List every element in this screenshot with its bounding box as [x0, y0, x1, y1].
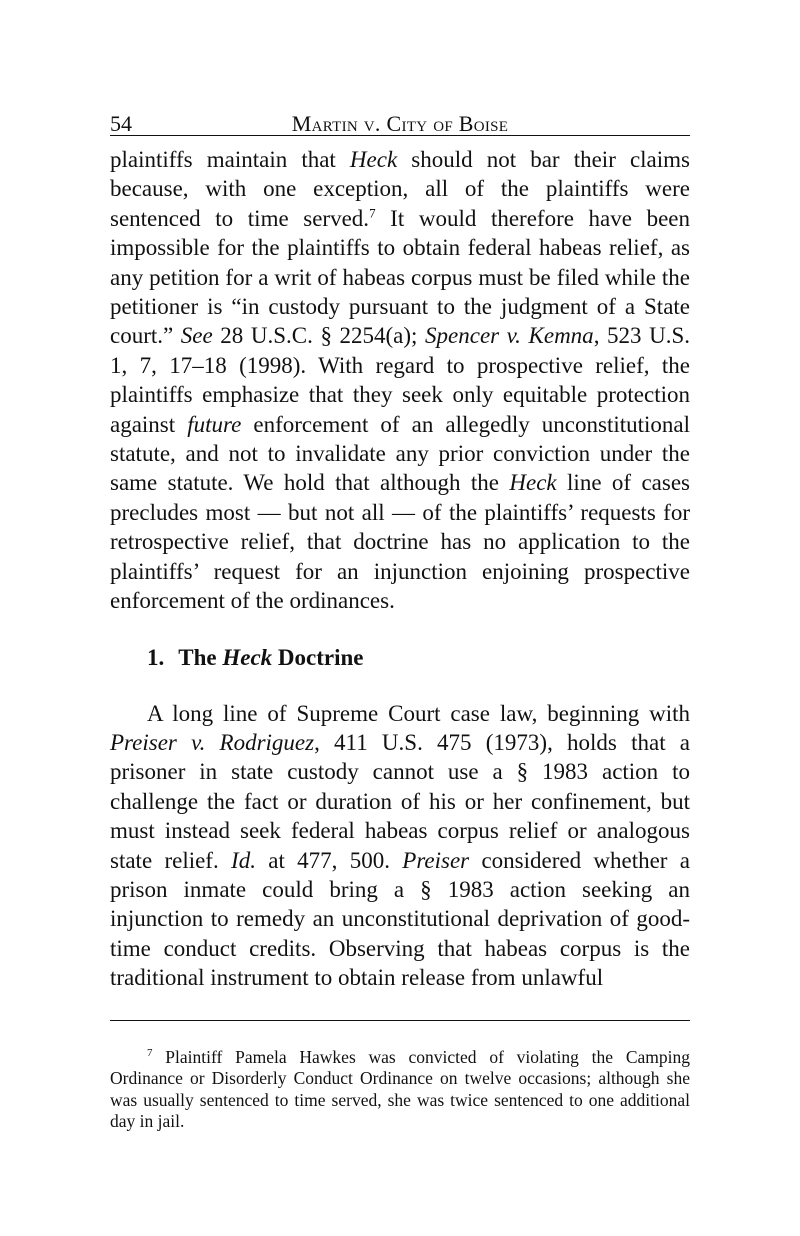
- section-heading: 1. The Heck Doctrine: [147, 644, 364, 670]
- page-header: [110, 105, 690, 136]
- footnote-text: Plaintiff Pamela Hawkes was convicted of violating the Camping Ordinance or Disorderly Conduct Ordinance on twelve occasions; although she was usually sentenced to time served, she was twice sentenced to one additional day in jail.: [110, 1046, 690, 1132]
- footnote-7: [110, 1047, 690, 1133]
- footnote-divider: [110, 1020, 690, 1021]
- footnote-marker: 7: [147, 1046, 153, 1059]
- body-text: [110, 145, 690, 993]
- page-number: 54: [110, 111, 132, 136]
- document-page: [110, 105, 690, 1133]
- running-title: Martin v. City of Boise: [291, 111, 509, 136]
- paragraph-2: A long line of Supreme Court case law, beginning with Preiser v. Rodriguez, 411 U.S. 475 (1973), holds that a prisoner in state custody cannot use a § 1983 action to challenge the fact or duration of his or her confinement, but must instead seek federal habeas corpus relief or analogous state relief. Id. at 477, 500. Preiser considered whether a prison inmate could bring a § 1983 action seeking an injunction to remedy an unconstitutional deprivation of good-time conduct credits. Observing that habeas corpus is the traditional instrument to obtain release from unlawful: [110, 700, 691, 991]
- section-number: 1.: [147, 644, 165, 670]
- footnote-reference[interactable]: 7: [369, 205, 376, 221]
- paragraph-1: plaintiffs maintain that Heck should not bar their claims because, with one exception, all of the plaintiffs were sentenced to time served.$^7$ It would therefore have been impossible for the plaintiffs to obtain federal habeas relief, as any petition for a writ of habeas corpus must be filed while the petitioner is “in custody pursuant to the judgment of a State court.” See 28 U.S.C. § 2254(a); Spencer v. Kemna, 523 U.S. 1, 7, 17–18 (1998). With regard to prospective relief, the plaintiffs emphasize that they seek only equitable protection against future enforcement of an allegedly unconstitutional statute, and not to invalidate any prior conviction under the same statute. We hold that although the Heck line of cases precludes most — but not all — of the plaintiffs’ requests for retrospective relief, that doctrine has no application to the plaintiffs’ request for an injunction enjoining prospective enforcement of the ordinances.: [110, 147, 690, 614]
